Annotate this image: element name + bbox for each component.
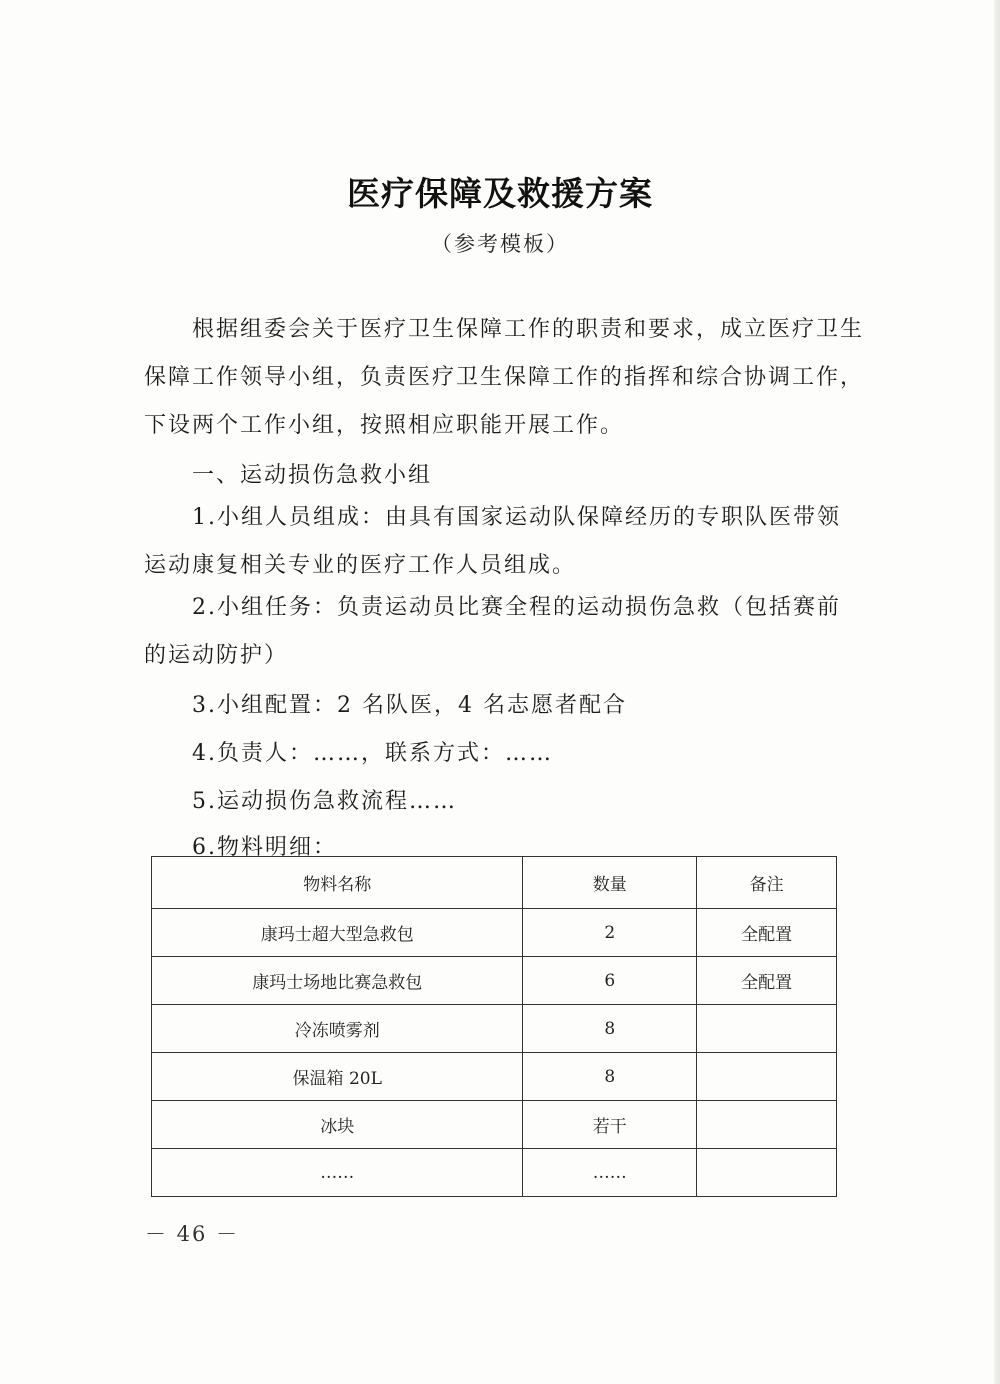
cell-material-name: 保温箱 20L xyxy=(152,1053,523,1101)
item-4-line: 4.负责人：……，联系方式：…… xyxy=(192,741,553,766)
cell-quantity: 8 xyxy=(523,1005,697,1053)
cell-quantity: 8 xyxy=(523,1053,697,1101)
header-remarks: 备注 xyxy=(697,857,837,909)
table-row xyxy=(152,1005,837,1053)
cell-quantity: 6 xyxy=(523,957,697,1005)
table-row xyxy=(152,1149,837,1197)
cell-remarks: 全配置 xyxy=(697,909,837,957)
cell-material-name: 康玛士场地比赛急救包 xyxy=(152,957,523,1005)
table-row xyxy=(152,957,837,1005)
cell-remarks xyxy=(697,1149,837,1197)
cell-material-name: 冰块 xyxy=(152,1101,523,1149)
cell-quantity: 2 xyxy=(523,909,697,957)
cell-remarks xyxy=(697,1101,837,1149)
cell-quantity: …… xyxy=(523,1149,697,1197)
cell-quantity: 若干 xyxy=(523,1101,697,1149)
document-title: 医疗保障及救援方案 xyxy=(347,174,653,213)
cell-remarks xyxy=(697,1053,837,1101)
cell-material-name: 冷冻喷雾剂 xyxy=(152,1005,523,1053)
page-number: － 46 － xyxy=(145,1222,240,1246)
item-2-paragraph: 2.小组任务：负责运动员比赛全程的运动损伤急救（包括赛前的运动防护） xyxy=(144,595,841,668)
item-5-line: 5.运动损伤急救流程…… xyxy=(192,789,457,814)
table-row xyxy=(152,909,837,957)
cell-remarks xyxy=(697,1005,837,1053)
cell-material-name: …… xyxy=(152,1149,523,1197)
item-3-line: 3.小组配置：2 名队医，4 名志愿者配合 xyxy=(192,693,627,718)
cell-material-name: 康玛士超大型急救包 xyxy=(152,909,523,957)
cell-remarks: 全配置 xyxy=(697,957,837,1005)
header-material-name: 物料名称 xyxy=(152,857,523,909)
item-1-paragraph: 1.小组人员组成：由具有国家运动队保障经历的专职队医带领运动康复相关专业的医疗工作人员组成。 xyxy=(144,505,841,578)
item-6-line: 6.物料明细： xyxy=(192,835,337,860)
table-row xyxy=(152,1053,837,1101)
intro-paragraph: 根据组委会关于医疗卫生保障工作的职责和要求，成立医疗卫生保障工作领导小组，负责医疗卫生保障工作的指挥和综合协调工作，下设两个工作小组，按照相应职能开展工作。 xyxy=(144,317,865,438)
materials-table xyxy=(151,856,837,1197)
header-quantity: 数量 xyxy=(523,857,697,909)
section-heading-sports-injury: 一、运动损伤急救小组 xyxy=(192,463,433,488)
table-row xyxy=(152,1101,837,1149)
table-header-row xyxy=(152,857,837,909)
document-subtitle: （参考模板） xyxy=(431,232,569,256)
